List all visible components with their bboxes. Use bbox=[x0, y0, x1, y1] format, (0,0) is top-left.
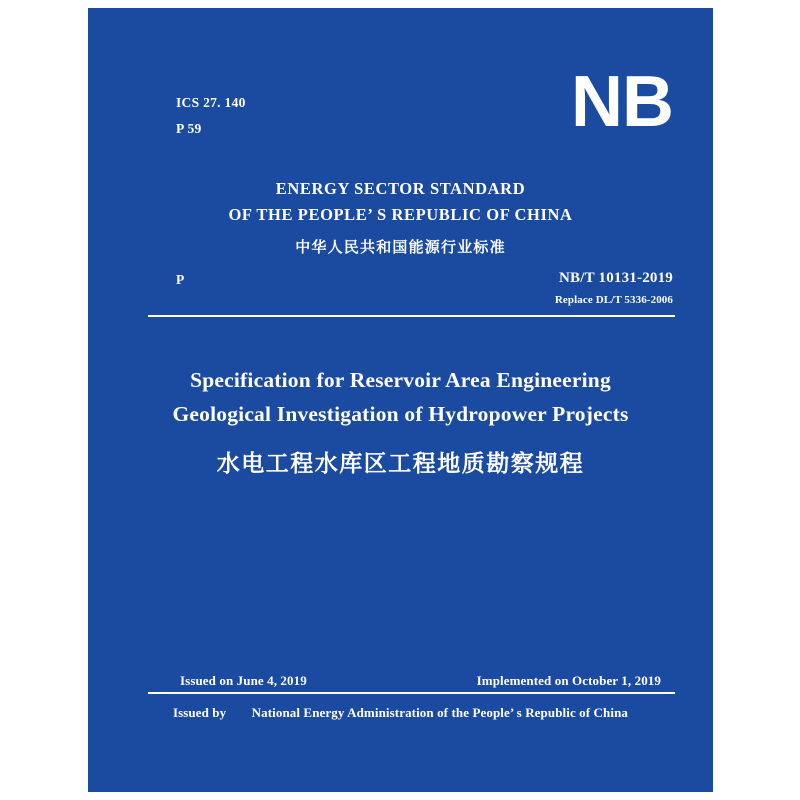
classification-code: P 59 bbox=[176, 120, 202, 136]
title-english-line-1: Specification for Reservoir Area Engineering bbox=[190, 368, 611, 392]
header-line-2: OF THE PEOPLE’ S REPUBLIC OF CHINA bbox=[228, 204, 573, 224]
title-chinese: 水电工程水库区工程地质勘察规程 bbox=[216, 450, 585, 477]
implemented-on-date: Implemented on October 1, 2019 bbox=[476, 673, 661, 688]
header-line-chinese: 中华人民共和国能源行业标准 bbox=[295, 238, 506, 257]
ics-code: ICS 27. 140 bbox=[176, 95, 246, 110]
issued-by-organization: National Energy Administration of the People’ s Republic of China bbox=[251, 705, 629, 720]
divider-top bbox=[148, 315, 675, 317]
standard-cover bbox=[88, 8, 713, 792]
standard-meta-row bbox=[176, 270, 673, 306]
dates-row bbox=[180, 673, 661, 689]
ics-block bbox=[176, 90, 246, 141]
standard-identity bbox=[555, 270, 673, 306]
header-line-1: ENERGY SECTOR STANDARD bbox=[275, 179, 526, 198]
issued-by-label: Issued by bbox=[172, 705, 227, 720]
divider-bottom bbox=[148, 692, 675, 694]
title-block bbox=[88, 363, 713, 478]
issuing-authority-header bbox=[88, 176, 713, 257]
category-letter: P bbox=[176, 272, 185, 287]
standard-number: NB/T 10131-2019 bbox=[559, 270, 673, 286]
issued-on-date: Issued on June 4, 2019 bbox=[180, 673, 307, 688]
issuer-row bbox=[88, 705, 713, 721]
replaced-standard: Replace DL/T 5336-2006 bbox=[554, 294, 673, 306]
nb-logo: NB bbox=[571, 62, 673, 142]
title-english-line-2: Geological Investigation of Hydropower Projects bbox=[172, 402, 629, 427]
